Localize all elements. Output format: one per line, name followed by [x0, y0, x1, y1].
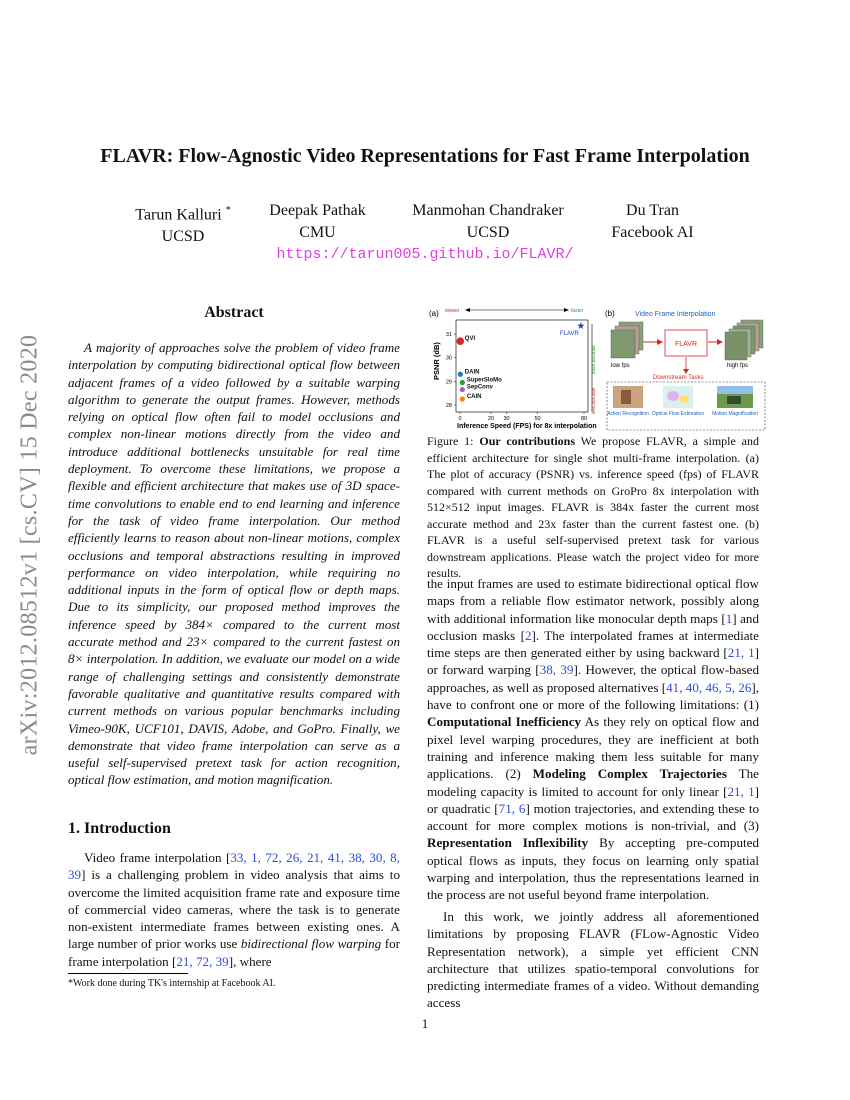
task-flow-thumb	[663, 386, 693, 408]
scatter-plot	[446, 320, 588, 422]
y-axis-label: PSNR (dB)	[432, 342, 441, 380]
downstream-label: Downstream Tasks	[653, 375, 704, 381]
vfi-title: Video Frame Interpolation	[635, 311, 716, 318]
faster-label: faster	[571, 308, 584, 314]
less-accurate-label: less accurate	[591, 387, 596, 414]
author-affiliation: CMU	[299, 224, 336, 241]
point-label: DAIN	[464, 369, 480, 376]
citation-link[interactable]: 21, 72, 39	[176, 953, 229, 969]
point-cain	[460, 396, 465, 401]
point-dain	[458, 372, 463, 377]
point-label: QVI	[464, 336, 476, 343]
y-tick-label: 30	[445, 355, 452, 362]
arrow-head-right	[564, 308, 569, 312]
footnote-rule	[68, 973, 188, 974]
footnote: *Work done during TK's internship at Facebook AI.	[68, 978, 276, 989]
author-block	[255, 200, 380, 244]
flavr-box-label: FLAVR	[674, 341, 698, 348]
body-paragraph: the input frames are used to estimate bidirectional optical flow maps from a reliable flow estimator network, possibly along with additional information like monocular depth maps [1] and occlusion masks [2]. The interpolated frames at intermediate time steps are then generated either by using backward [21, 1] or forward warping [38, 39]. However, the optical flow-based approaches, as well as proposed alternatives [41, 40, 46, 5, 26], have to confront one or more of the following limitations: (1) Computational Inefficiency As they rely on optical flow and pixel level warping procedures, they are inefficient at both training and inference making them less suitable for many applications. (2) Modeling Complex Trajectories The modeling capacity is limited to account for only linear [21, 1] or quadratic [71, 6] motion trajectories, and extending these to account for more complex motions is non-trivial, and (3) Representation Inflexibility By accepting pre-computed optical flows as inputs, they focus on learning only spatial warping and interpolation, thus the representations learned in the process are not useful beyond frame interpolation.	[427, 576, 760, 903]
low-fps-frames	[611, 322, 643, 358]
author-affiliation: Facebook AI	[611, 224, 694, 241]
figure-caption: Figure 1: Our contributions We propose FLAVR, a simple and efficient architecture for single shot multi-frame interpolation. (a) The plot of accuracy (PSNR) vs. inference speed (fps) of FLAVR compared with current methods on GroPro 8x interpolation with 512×512 input images. FLAVR is 384x faster the current most accurate method and 23x faster than the current fastest one. (b) FLAVR is a useful self-supervised pretext task for various downstream applications. Please watch the project video for more results.	[427, 434, 759, 580]
citation-link[interactable]: 21, 1	[727, 645, 755, 661]
figure-1-svg	[427, 302, 767, 432]
point-label: SepConv	[466, 384, 493, 391]
point-superslomo	[460, 380, 465, 385]
citation-link[interactable]: 71, 6	[498, 800, 526, 816]
arrow-head-left	[465, 308, 470, 312]
arxiv-stamp: arXiv:2012.08512v1 [cs.CV] 15 Dec 2020	[16, 334, 43, 756]
arrow-head	[683, 369, 689, 374]
arrow-head	[717, 339, 723, 345]
page-number: 1	[421, 1016, 429, 1031]
point-flavr	[577, 322, 584, 329]
point-label: FLAVR	[559, 330, 579, 337]
author-affiliation: UCSD	[161, 228, 205, 246]
citation-link[interactable]: 38, 39	[539, 662, 574, 678]
point-sepconv	[460, 387, 465, 392]
high-fps-label: high fps	[727, 363, 749, 369]
high-fps-frames	[725, 320, 763, 360]
intro-paragraph: Video frame interpolation [33, 1, 72, 26, 21, 41, 38, 30, 8, 39] is a challenging problem in video analysis that aims to overcome the limited acquisition frame rate and exposure time of commercial video cameras, where the task is to generate non-existent intermediate frames between existing ones. A large number of prior works use bidirectional flow warping for frame interpolation [21, 72, 39], where	[68, 850, 400, 969]
author-block	[590, 200, 715, 244]
abstract-text: A majority of approaches solve the problem of video frame interpolation by computing bidirectional optical flow between adjacent frames of a video followed by a suitable warping algorithm to generate the output frames. However, methods relying on optical flow often fail to model occlusions and complex non-linear motions directly from the video and introduce additional bottlenecks unsuitable for real time deployment. To overcome these limitations, we propose a flexible and efficient architecture that makes use of 3D space-time convolutions to enable end to end learning and inference for the task of video frame interpolation. Our method efficiently learns to reason about non-linear motions, complex occlusions and temporal abstractions resulting in improved performance on video interpolation, while requiring no additional inputs in the form of optical flow or depth maps. Due to its simplicity, our proposed method improves the inference speed by 384× compared to the current most accurate method and 23× compared to the current fastest on 8× interpolation. In addition, we evaluate our model on a wide range of challenging settings and consistently demonstrate favorable qualitative and quantitative results compared with current methods on various popular benchmarks including Vimeo-90K, UCF101, DAVIS, Adobe, and GoPro. Finally, we demonstrate that video frame interpolation can serve as a useful self-supervised pretext task for action recognition, optical flow estimation, and motion magnification.	[68, 340, 400, 788]
section-heading: 1. Introduction	[68, 820, 171, 837]
y-tick-label: 29	[445, 379, 452, 386]
x-tick-label: 30	[503, 416, 510, 422]
citation-link[interactable]: 33, 1, 72, 26, 21, 41, 38, 30, 8, 39	[68, 850, 400, 883]
author-block	[398, 200, 578, 244]
author-name: Du Tran	[626, 202, 679, 219]
citation-link[interactable]: 1	[725, 610, 733, 626]
body-paragraph: In this work, we jointly address all aforementioned limitations by proposing FLAVR (FLow-Agnostic Video Representation network), a simple yet efficient CNN architecture that utilizes spatio-temporal convolutions for predicting intermediate frames of a video. Without demanding access	[427, 909, 759, 1011]
x-tick-label: 20	[487, 416, 495, 422]
abstract-heading: Abstract	[204, 304, 264, 321]
slower-label: slower	[445, 308, 460, 314]
y-tick-label: 28	[445, 402, 452, 409]
paper-title: FLAVR: Flow-Agnostic Video Representations for Fast Frame Interpolation	[100, 145, 750, 167]
point-qvi	[457, 337, 465, 345]
arrow-head	[657, 339, 663, 345]
author-affiliation: UCSD	[466, 224, 510, 241]
author-name: Tarun Kalluri	[135, 206, 222, 224]
x-tick-label: 80	[580, 416, 588, 422]
point-label: CAIN	[466, 394, 482, 401]
y-tick-label: 31	[445, 332, 452, 339]
author-name: Deepak Pathak	[269, 202, 366, 219]
citation-link[interactable]: 2	[524, 627, 532, 643]
task-flow-label: Optical Flow Estimation	[651, 411, 705, 417]
x-tick-label: 50	[534, 416, 541, 422]
panel-a-label: (a)	[429, 309, 439, 318]
author-block	[118, 200, 248, 248]
author-name: Manmohan Chandraker	[412, 202, 564, 219]
author-mark: *	[225, 205, 231, 216]
figure-1	[427, 302, 767, 432]
task-magnification-label: Motion Magnification	[712, 411, 758, 417]
panel-b-label: (b)	[605, 309, 615, 318]
low-fps-label: low fps	[611, 363, 630, 369]
citation-link[interactable]: 41, 40, 46, 5, 26	[666, 679, 752, 695]
x-axis-label: Inference Speed (FPS) for 8x interpolation	[457, 423, 597, 430]
point-label: SuperSloMo	[466, 377, 502, 384]
task-action-thumb	[613, 386, 643, 408]
x-tick-label: 0	[458, 416, 462, 422]
project-url[interactable]: https://tarun005.github.io/FLAVR/	[276, 246, 574, 263]
task-action-label: Action Recognition	[607, 411, 649, 417]
citation-link[interactable]: 21, 1	[727, 783, 755, 799]
task-magnification-thumb	[717, 386, 753, 408]
more-accurate-label: more accurate	[591, 345, 596, 374]
